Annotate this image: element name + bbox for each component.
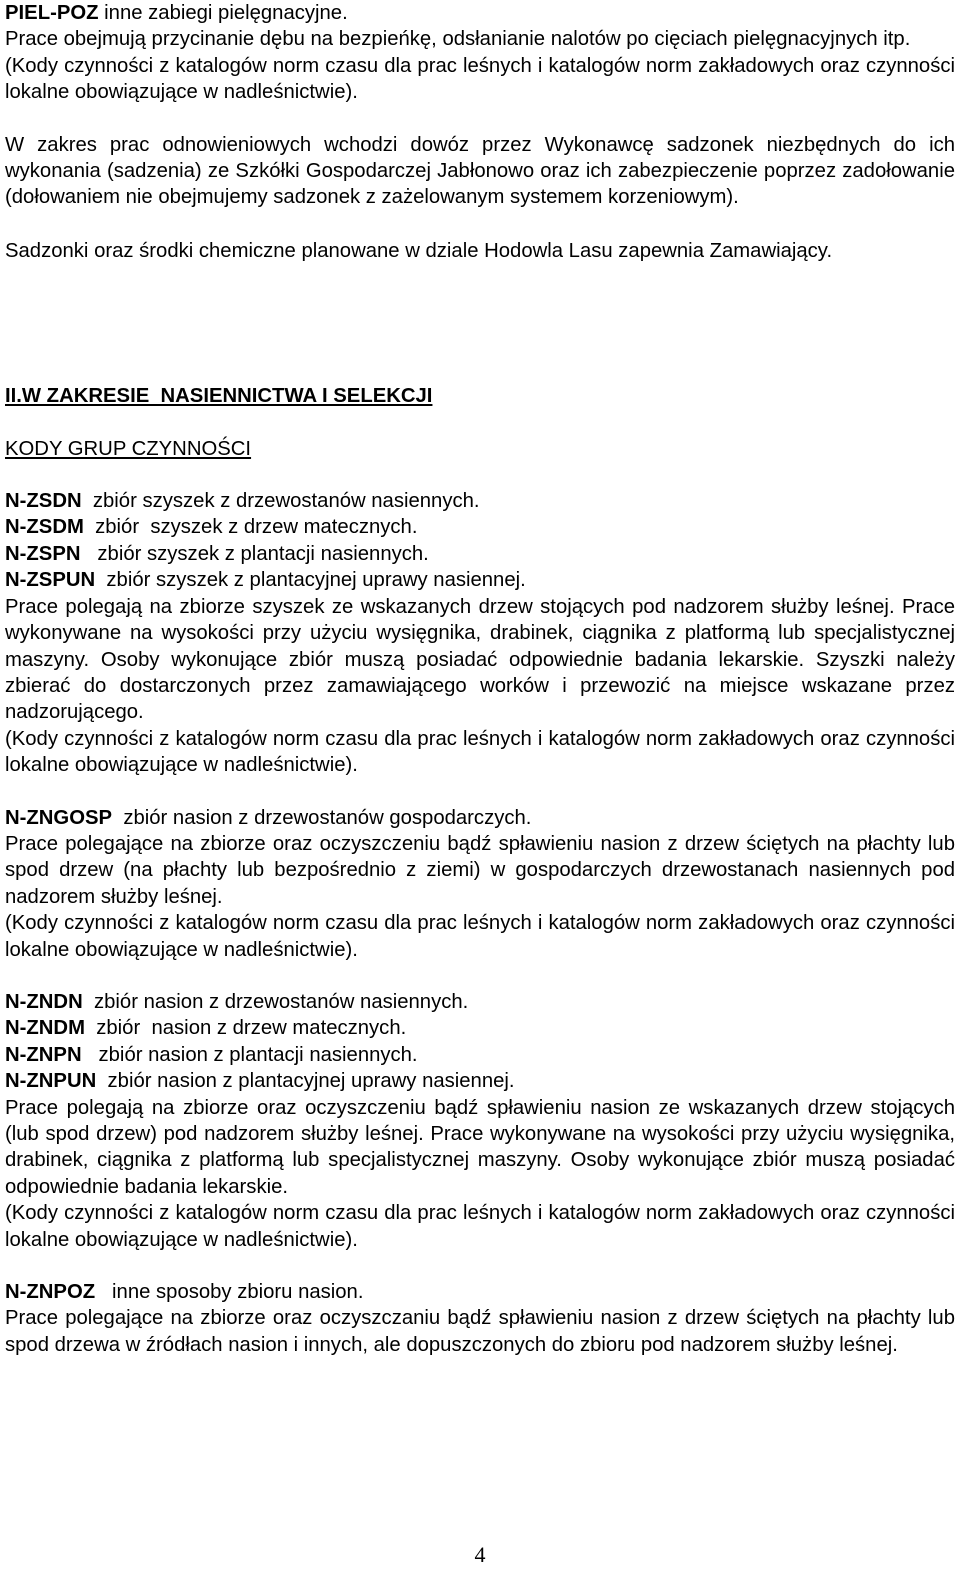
code-line xyxy=(5,488,955,514)
activity-code-description: inne zabiegi pielęgnacyjne. xyxy=(98,2,348,24)
spacer xyxy=(5,264,955,383)
activity-code: N-ZSDN xyxy=(5,490,82,513)
activity-code-description: zbiór szyszek z plantacyjnej uprawy nasiennej. xyxy=(95,569,526,592)
activity-code-description: zbiór nasion z plantacyjnej uprawy nasiennej. xyxy=(96,1070,515,1093)
activity-code: N-ZNGOSP xyxy=(5,806,113,829)
code-line xyxy=(5,567,955,593)
activity-code: PIEL-POZ xyxy=(5,2,99,24)
code-line xyxy=(5,0,955,26)
activity-code-description: zbiór nasion z plantacji nasiennych. xyxy=(81,1043,418,1066)
paragraph-supply: Sadzonki oraz środki chemiczne planowane w dziale Hodowla Lasu zapewnia Zamawiający. xyxy=(5,239,833,262)
activity-code: N-ZNPN xyxy=(5,1043,82,1066)
activity-code-description: zbiór nasion z drzewostanów nasiennych. xyxy=(82,990,469,1013)
activity-code-description: zbiór szyszek z drzew matecznych. xyxy=(83,516,418,539)
activity-code: N-ZSPN xyxy=(5,542,81,565)
activity-code-description: inne sposoby zbioru nasion. xyxy=(95,1281,364,1304)
catalog-note: (Kody czynności z katalogów norm czasu dla prac leśnych i katalogów norm zakładowych oraz czynności lokalne obowiązujące w nadleśnictwie). xyxy=(5,727,955,777)
spacer xyxy=(5,963,955,989)
spacer xyxy=(5,106,955,132)
activity-code: N-ZNDN xyxy=(5,990,83,1013)
catalog-note: (Kody czynności z katalogów norm czasu dla prac leśnych i katalogów norm zakładowych oraz czynności lokalne obowiązujące w nadleśnictwie). xyxy=(5,1202,955,1251)
code-line xyxy=(5,1042,955,1068)
spacer xyxy=(5,779,955,805)
activity-code-description: zbiór nasion z drzewostanów gospodarczych. xyxy=(112,806,532,829)
spacer xyxy=(5,462,955,488)
spacer xyxy=(5,211,955,238)
code-line xyxy=(5,989,955,1015)
activity-code: N-ZNPUN xyxy=(5,1070,97,1093)
code-line xyxy=(5,541,955,567)
activity-description: Prace polegające na zbiorze oraz oczyszczaniu bądź spławieniu nasion z drzew ściętych na płachty lub spod drzewa w źródłach nasion i innych, ale dopuszczonych do zbioru pod nadzorem służby leśnej. xyxy=(5,1307,955,1356)
activity-code-description: zbiór szyszek z drzewostanów nasiennych. xyxy=(81,490,480,513)
spacer xyxy=(5,1253,955,1279)
activity-code: N-ZNDM xyxy=(5,1017,85,1040)
section-title: II.W ZAKRESIE NASIENNICTWA I SELEKCJI xyxy=(5,385,433,408)
code-line xyxy=(5,1279,955,1305)
paragraph-transport: W zakres prac odnowieniowych wchodzi dowóz przez Wykonawcę sadzonek niezbędnych do ich wykonania (sadzenia) ze Szkółki Gospodarczej Jabłonowo oraz ich zabezpieczenie poprzez zadołowanie (dołowaniem nie obejmujemy sadzonek z zażelowanym systemem korzeniowym). xyxy=(5,133,955,209)
activity-description: Prace polegające na zbiorze oraz oczyszczeniu bądź spławieniu nasion z drzew ściętych na płachty lub spod drzew (na płachty lub bezpośrednio z ziemi) w gospodarczych drzewostanach nasiennych pod nadzorem służby leśnej. xyxy=(5,832,955,908)
activity-code: N-ZSPUN xyxy=(5,569,96,592)
activity-code-description: zbiór szyszek z plantacji nasiennych. xyxy=(80,542,429,565)
activity-code: N-ZSDM xyxy=(5,516,84,539)
activity-code-description: zbiór nasion z drzew matecznych. xyxy=(84,1017,407,1040)
document-page xyxy=(5,0,955,1358)
activity-description: Prace polegają na zbiorze szyszek ze wskazanych drzew stojących pod nadzorem służby leśnej. Prace wykonywane na wysokości przy użyciu wysięgnika, drabinek, ciągnika z platformą lub specjalistycznej maszyny. Osoby wykonujące zbiór muszą posiadać odpowiednie badania lekarskie. Szyszki należy zbierać do dostarczonych przez zamawiającego worków i przewozić na miejsce wskazane przez nadzorującego. xyxy=(5,595,955,724)
catalog-note: (Kody czynności z katalogów norm czasu dla prac leśnych i katalogów norm zakładowych oraz czynności lokalne obowiązujące w nadleśnictwie). xyxy=(5,912,955,961)
activity-code: N-ZNPOZ xyxy=(5,1281,96,1304)
activity-description: Prace obejmują przycinanie dębu na bezpieńkę, odsłanianie nalotów po cięciach pielęgnacyjnych itp. xyxy=(5,28,911,51)
code-line xyxy=(5,1015,955,1041)
catalog-note: (Kody czynności z katalogów norm czasu dla prac leśnych i katalogów norm zakładowych oraz czynności lokalne obowiązujące w nadleśnictwie). xyxy=(5,54,955,104)
page-number: 4 xyxy=(474,1542,486,1567)
code-line xyxy=(5,805,955,831)
code-line xyxy=(5,514,955,540)
spacer xyxy=(5,410,955,436)
code-line xyxy=(5,1068,955,1094)
subsection-title: KODY GRUP CZYNNOŚCI xyxy=(5,437,252,460)
activity-description: Prace polegają na zbiorze oraz oczyszczeniu bądź spławieniu nasion ze wskazanych drzew stojących (lub spod drzew) pod nadzorem służby leśnej. Prace wykonywane na wysokości przy użyciu wysięgnika, drabinek, ciągnika z platformą lub specjalistycznej maszyny. Osoby wykonujące zbiór muszą posiadać odpowiednie badania lekarskie. xyxy=(5,1096,955,1198)
